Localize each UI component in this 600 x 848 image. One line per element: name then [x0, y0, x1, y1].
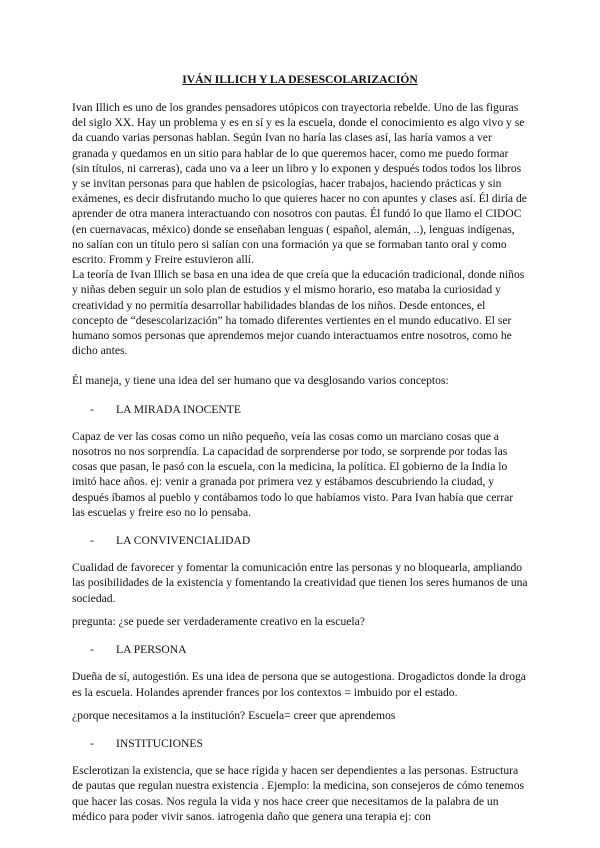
bullet-dash: - [90, 643, 94, 657]
section-paragraph: Cualidad de favorecer y fomentar la comunicación entre las personas y no bloquearla, ampliando las posibilidades de la existencia y fomentando la creatividad que tienen los seres humanos de una sociedad. [72, 561, 528, 605]
section-heading-instituciones [72, 736, 528, 751]
intro-paragraph-2: La teoría de Ivan Illich se basa en una idea de que creía que la educación tradicional, donde niños y niñas deben seguir un solo plan de estudios y el mismo horario, eso mataba la curiosidad y creatividad y no permitía desarrollar habilidades blandas de los niños. Desde entonces, el concepto de “desescolarización” ha tomado diferentes vertientes en el mundo educativo. El ser humano somos personas que aprendemos mejor cuando interactuamos entre nosotros, como he dicho antes. [72, 268, 525, 358]
section-paragraph: Capaz de ver las cosas como un niño pequeño, veía las cosas como un marciano cosas que a nosotros no nos sorprendía. La capacidad de sorprenderse por todo, se sorprende por todas las cosas que pasan, le pasó con la escuela, con la medicina, la política. El gobierno de la India lo imitó hace años. ej: venir a granada por primera vez y estábamos descubriendo la ciudad, y después íbamos al pueblo y contábamos todo lo que habíamos visto. Para Ivan había que cerrar las escuelas y freire eso no lo pensaba. [72, 429, 514, 519]
document-body [72, 72, 528, 824]
question-paragraph: ¿porque necesitamos a la institución? Escuela= creer que aprendemos [72, 708, 396, 722]
section-heading-convivencialidad [72, 533, 528, 548]
section-heading-persona [72, 642, 528, 657]
intro-paragraph-3: Él maneja, y tiene una idea del ser humano que va desglosando varios conceptos: [72, 374, 449, 388]
section-paragraph: Dueña de sí, autogestión. Es una idea de persona que se autogestiona. Drogadictos donde la droga es la escuela. Holandes aprender frances por los contextos = imbuido por el estado. [72, 670, 526, 699]
bullet-dash: - [90, 736, 94, 750]
document-title: IVÁN ILLICH Y LA DESESCOLARIZACIÓN [182, 73, 418, 86]
section-heading-label: LA MIRADA INOCENTE [116, 402, 241, 416]
section-heading-mirada-inocente [72, 402, 528, 417]
bullet-dash: - [90, 534, 94, 548]
section-paragraph: Esclerotizan la existencia, que se hace rígida y hacen ser dependientes a las personas. Estructura de pautas que regulan nuestra existencia . Ejemplo: la medicina, son consejeros de cómo tenemos que hacer las cosas. Nos regula la vida y nos hace creer que necesitamos de la palabra de un médico para poder vivir sanos. iatrogenia daño que genera una terapia ej: con [72, 764, 525, 823]
bullet-dash: - [90, 402, 94, 416]
question-paragraph: pregunta: ¿se puede ser verdaderamente creativo en la escuela? [72, 614, 365, 628]
section-heading-label: LA PERSONA [116, 643, 187, 657]
section-heading-label: LA CONVIVENCIALIDAD [116, 534, 251, 548]
section-heading-label: INSTITUCIONES [116, 736, 203, 750]
intro-paragraph-1: Ivan Illich es uno de los grandes pensadores utópicos con trayectoria rebelde. Uno de las figuras del siglo XX. Hay un problema y es en sí y es la escuela, donde el conocimiento es algo vivo y se da cuando varias personas hablan. Según Ivan no haría las clases así, las haría vamos a ver granada y quedamos en un sitio para hablar de lo que queremos hacer, como me puedo formar (sin títulos, ni carreras), cada uno va a leer un libro y lo exponen y después todos todos los libros y se invitan personas para que hablen de psicologías, hacer trabajos, haciendo prácticas y sin exámenes, es decir disfrutando mucho lo que quieres hacer no con apuntes y clases así. Él diría de aprender de otra manera interactuando con nosotros con pautas. Él fundó lo que llamo el CIDOC (en cuernavacas, méxico) donde se enseñaban lenguas ( español, alemán, ..), lenguas indígenas, no salían con un título pero si salían con una formación ya que se formaban tanto oral y como escrito. Fromm y Freire estuvieron allí. [72, 101, 527, 267]
